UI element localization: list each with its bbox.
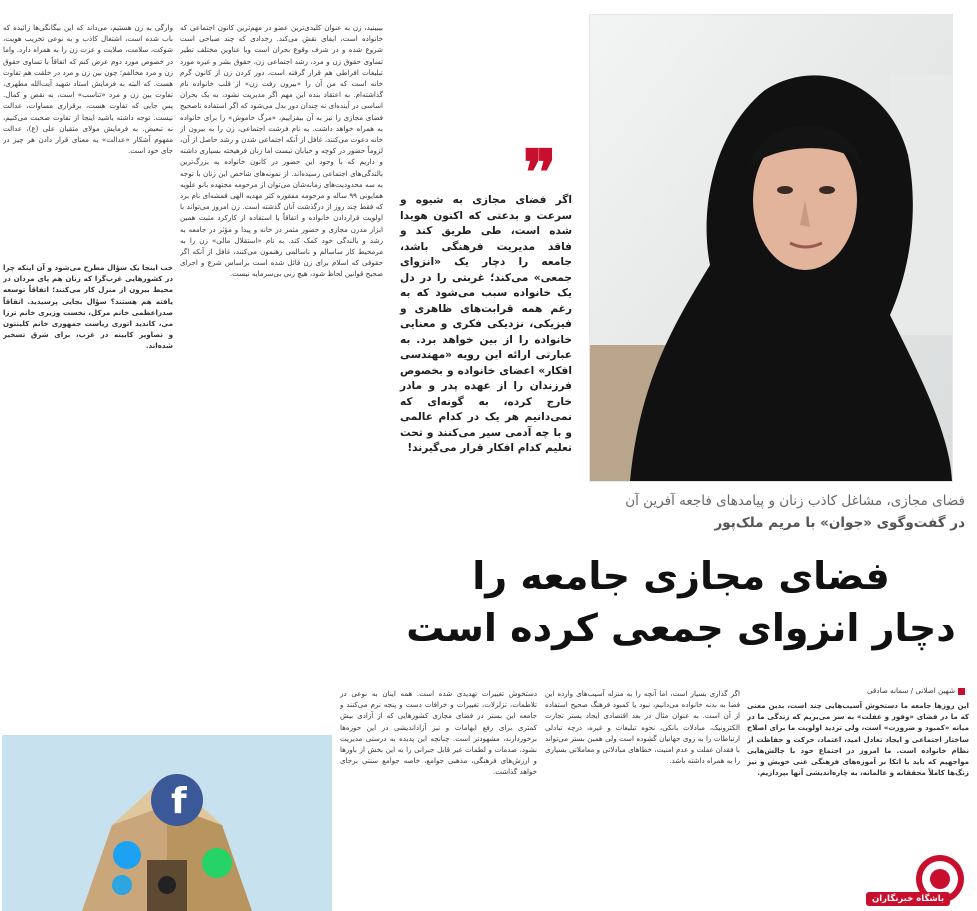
pull-quote: اگر فضای مجازی به شیوه و سرعت و بدعتی که اکنون هویدا شده است، طی طریق کند و فاقد مدیریت فرهنگی باشد، جامعه را دچار یک «انزوای جمعی» می‌کند؛ غربتی را در دل یک خانواده سبب می‌شود که به رغم همه قرابت‌های ظاهری و فیزیکی، نزدیکی فکری و معنایی خانواده را از بین خواهد برد. به عبارتی ارائه این رویه «مهندسی افکار» اعضای خانواده و بخصوص فرزندان را از عهده پدر و مادر خارج کرده، به گونه‌ای که نمی‌دانیم هر یک در کدام عالمی و با چه آدمی سیر می‌کنند و تحت تعلیم کدام افکار قرار می‌گیرند! xyxy=(400,194,572,454)
headline-line: فضای مجازی جامعه را xyxy=(472,554,890,598)
article-column xyxy=(3,22,173,258)
article-column xyxy=(747,700,969,850)
article-column xyxy=(340,688,537,911)
column-text: دستخوش تغییرات تهدیدی شده است. همه اینان به نوعی در تلاطمات، تزلزلات، تغییرات و خرافات دست و پنجه نرم می‌کنند و جامعه این بستر در فضای مجازی کشورهایی که از آزادی بیش کمتری برای رفع ابهامات و تیز آزاداندیشی در این حوزه‌ها برخوردارند، مشهودتر است. چنانچه این پدیده به درستی مدیریت نشود، صدمات و لطمات غیر قابل جبرانی را به این بخش از باورها و ارزش‌های فرهنگی، مذهبی جوامع، خاصه جوامع سنتی برجای خواهد گذاشت. xyxy=(340,689,537,777)
column-text: این روزها جامعه ما دستخوش آسیب‌هایی چند است، بدین معنی که ما در فضای «وفور و غفلت» به سر می‌بریم که زندگی ما در میانه «کمبود و ضرورت» است، ولی تردید اولویت ما برای اصلاح ساختار اجتماعی و ایجاد تعادل امید، اعتماد، حرکت و حفاظت از نظام خانواده است. ما امروز در اجتماع خود با چالش‌هایی مواجهیم که باید با اتکا بر آموزه‌های فرهنگی غنی خویش و نیز زنگ‌ها کاملاً محققانه و عالمانه، به چاره‌اندیشی آنها بپردازیم. xyxy=(747,701,969,778)
column-text: وارگی به زن هستیم، می‌داند که این بیگانگی‌ها زائیده که باب شده است، اشتغال کاذب و به نوعی تخریب هویت، شوکت، سلامت، صلابت و عزت زن را به همراه دارد. واما در خصوص مورد دوم عرض کنم که اتفاقاً با تساوی حقوق زن و مرد مخالفم؛ چون بین زن و مرد در خلقت هم تفاوت هست. که البته به فرمایش استاد شهید آیت‌الله مطهری، تفاوت بین زن و مرد «تناسب» است، نه نقص و کمال. پس جایی که تفاوت هست، برقراری مساوات، عدالت نیست. توجه داشته باشید اینجا از تفاوت صحبت می‌کنیم، نه تبعیض. به فرمایش مولای متقیان علی (ع)، عدالت مفهوم آشکار «عدالت» به معنای قرار دادن هر چیز در جای خود است. xyxy=(3,23,173,156)
byline xyxy=(840,686,965,695)
article-column xyxy=(545,688,740,911)
column-text: بیبینید، زن به عنوان کلیدی‌ترین عضو در مهم‌ترین کانون اجتماعی که خانواده است، ایفای نقش می‌کند. رخدادی که چند صباحی است شروع شده و در شرف وقوع بحران است وبا عناوین مختلف تطیر تساوی حقوق زن و مرد، رشد اجتماعی زن، حقوق بشر و غیره مورد تبلیغات افراطی هم قرار گرفته است، دور کردن زن از کانون گرم خانه است که من آن را «بیرون رفت زن» از قلب خانواده نام گذاشته‌ام. به اعتقاد بنده این مهم اگر مدیریت نشود، به یک بحران اساسی در آینده‌ای نه چندان دور بدل می‌شود که اگر استفاده ناصحیح فضای مجازی را نیز به آن بیفزاییم، «مرگ خاموش» را برای خانواده به همراه خواهد داشت. به نام فرشت اجتماعی، زن را به بیرون از خانه دعوت می‌کنند، غافل از آنکه اجتماعی شدن و رشد حاصل از آن، لزوماً حضور در کوچه و خیابان نیست اما زنان فرهیخته بسیاری داشته و داریم که با وجود این حضور در کانون خانواده به بزرگ‌ترین بالندگی‌های اجتماعی رسیده‌اند. از نمونه‌های شاخص این زنان با توجه به سه محدودیت‌های زمانه‌شان می‌توان از مرحومه مجتهده بانو علویه همایونی ۹۹ ساله و مرحومه مفقوره کثر مهدیه الهی قمشه‌ای نام برد که فقط چند روز از درگذشت آنان گذشته است. زن امروز می‌تواند با اولویت قراردادن خانواده و اتفاقاً با استفاده از کارکرد مثبت همین ابزار مدرن مجازی و حضور مثمر در خانه و پیدا و مؤثر در جامعه به رشد و بالندگی خود کمک کند. به نام «استقلال مالی» زن را به مرمحیط کار ساسالم و ناسالمی رهنمون می‌کنند، غافل از آنکه اگر حقوقی که اسلام برای زن قائل شده است براساس شرع و اجرای صحیح قوانین لحاظ شود، هیچ زنی بی‌سرمایه نیست. xyxy=(180,23,383,279)
article-column xyxy=(3,262,173,707)
badge-label: باشگاه خبرنگاران xyxy=(866,892,950,906)
subhead-line: فضای مجازی، مشاغل کاذب زنان و پیامدهای فاجعه آفرین آن xyxy=(625,493,965,509)
portrait-photo xyxy=(589,14,953,482)
red-square-icon xyxy=(958,688,965,695)
social-media-illustration xyxy=(2,735,332,911)
headline-line: دچار انزوای جمعی کرده است xyxy=(406,606,956,650)
quote-mark-icon: ❞ xyxy=(523,136,557,209)
byline-text: شهین اصلانی / سمانه صادقی xyxy=(866,686,955,695)
svg-text:f: f xyxy=(171,781,187,822)
subhead-line: در گفت‌وگوی «جوان» با مریم ملک‌پور xyxy=(714,515,965,531)
subhead xyxy=(495,490,965,534)
woman-portrait-icon xyxy=(590,15,952,481)
social-media-boxes-icon xyxy=(2,735,332,911)
article-column xyxy=(180,22,383,727)
page-title xyxy=(401,550,961,654)
column-text: خب اینجا یک سؤال مطرح می‌شود و آن اینکه چرا در کشورهایی غرب‌گرا که زنان هم پای مردان در محیط بیرون از منزل کار می‌کنند؛ اتفاقاً توسعه یافته هم هستند؟ سؤال بجایی پرسیدید. اتفاقاً صدراعظمی خانم مرکل، نخست وزیری خانم ترزا می، کاندید اتوری ریاست جمهوری خانم کلینتون و تصاویر کابینه در غرب، برای شرق تسخیر شده‌اند. xyxy=(3,263,173,351)
column-text: اگر گذاری بسیار است، اما آنچه را به منزله آسیب‌های وارده این فضا به بدنه خانواده می‌دانیم، نبود یا کمبود فرهنگ صحیح استفاده از آن است. به عنوان مثال در بعد اقتصادی ایجاد بستر تجارت الکترونیک، مبادلات بانکی، نحوه تبلیغات و غیره، درچه تبادلی ارتباطات را به روی جهانیان گشوده است ولی همین بستر می‌تواند با فقدان غفلت و عدم امنیت، خطاهای مبادلاتی و معاملاتی بسیاری را به همراه داشته باشد. xyxy=(545,689,740,766)
